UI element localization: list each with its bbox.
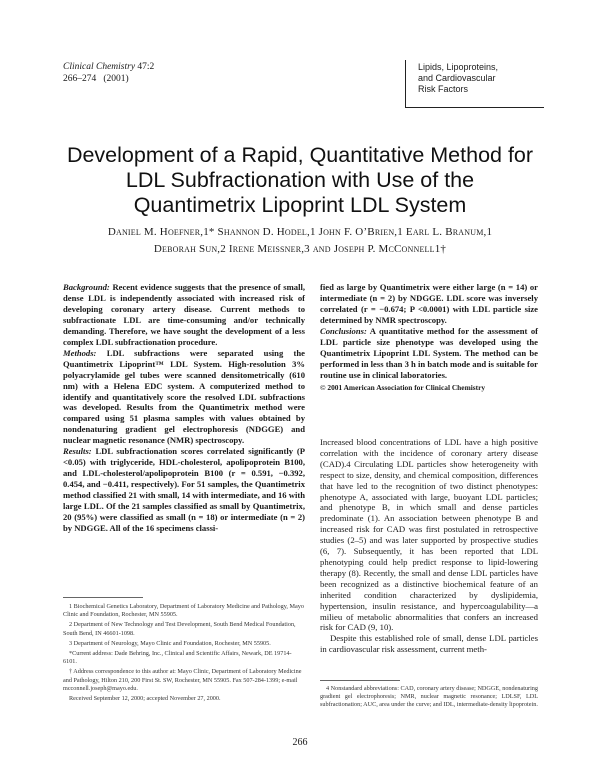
abstract-background-heading: Background:: [63, 282, 110, 292]
title-line-2: LDL Subfractionation with Use of the: [125, 168, 475, 192]
footnote-2: 2 Department of New Technology and Test Development, South Bend Medical Foundation, South Bend, IN 46601-1098.: [63, 621, 296, 637]
section-line-3: Risk Factors: [418, 84, 469, 94]
article-title: [40, 143, 560, 218]
journal-pages-year: 266–274 (2001): [63, 74, 129, 84]
abstract-results-heading: Results:: [63, 446, 92, 457]
section-line-2: and Cardiovascular: [418, 73, 496, 83]
abstract-methods-heading: Methods:: [63, 347, 97, 358]
authors-line-1: Daniel M. Hoefner,1* Shannon D. Hodel,1 John F. O’Brien,1 Earl L. Branum,1: [107, 226, 493, 238]
abstract-methods-text: LDL subfractions were separated using the Quantimetrix Lipoprint™ LDL System. High-resolution 3% polyacrylamide gel tubes were scanned densitometrically (610 nm) with a Helena EDC system. A computerized method to identify and quantitatively score the resolved LDL subfractions was developed. Results from the Quantimetrix method were compared using 51 plasma samples with values obtained by nondenaturing gradient gel electrophoresis (NDGGE) and nuclear magnetic resonance (NMR) spectroscopy.: [63, 347, 305, 446]
footnote-abbreviations: [320, 685, 538, 710]
body-text: [320, 437, 538, 655]
footnote-1: 1 Biochemical Genetics Laboratory, Department of Laboratory Medicine and Pathology, Mayo Clinic and Foundation, Rochester, MN 55905.: [63, 603, 304, 619]
footnote-received: Received September 12, 2000; accepted November 27, 2000.: [69, 695, 221, 703]
section-label-box: [405, 60, 544, 108]
journal-name: Clinical Chemistry: [63, 62, 136, 72]
abstract-column-left: [63, 282, 305, 534]
footnote-current-address: *Current address: Dade Behring, Inc., Clinical and Scientific Affairs, Newark, DE 19714-6101.: [63, 650, 292, 666]
footnote-rule-right: [320, 680, 400, 681]
body-paragraph-1: Increased blood concentrations of LDL have a high positive correlation with the incidence of coronary artery disease (CAD).4 Circulating LDL particles show heterogeneity with respect to size, density, and chemical composition, differences that have led to the recognition of two distinct phenotypes: phenotype A, associated with large, buoyant LDL particles; and phenotype B, in which small and dense particles predominate (1). An association between phenotype B and increased risk for CAD was first postulated in retrospective studies (2–5) and was later supported by prospective studies (6, 7). Subsequently, it has been reported that LDL phenotyping could help predict response to lipid-lowering therapy (8). Recently, the small and dense LDL particles have been recognized as a distinctive biochemical feature of an inherited condition characterized by dyslipidemia, hypertension, insulin resistance, and hypercoagulability—a milieu of metabolic abnormalities that confers an increased risk for CAD (9, 10).: [320, 437, 538, 633]
abstract-background-text: Recent evidence suggests that the presence of small, dense LDL is independently associated with increased risk of developing coronary artery disease. Current methods to subfractionate LDL are time-consuming and/or technically demanding. Therefore, we have sought the development of a less complex LDL subfractionation procedure.: [63, 282, 305, 347]
title-line-1: Development of a Rapid, Quantitative Method for: [66, 143, 534, 167]
copyright-line: © 2001 American Association for Clinical Chemistry: [320, 382, 486, 392]
abstract-column-right: [320, 282, 538, 394]
body-paragraph-2: Despite this established role of small, dense LDL particles in cardiovascular risk assessment, current meth-: [320, 633, 538, 655]
abstract-results-text: LDL subfractionation scores correlated significantly (P <0.05) with triglyceride, HDL-cholesterol, apolipoprotein B100, and LDL-cholesterol/apolipoprotein B100 (r = 0.591, −0.392, 0.454, and −0.411, respectively). For 51 samples, the Quantimetrix method classified 21 with small, 14 with intermediate, and 16 with large LDL. Of the 21 samples classified as small by Quantimetrix, 20 (95%) were classified as small (n = 18) or intermediate (n = 2) by NDGGE. All of the 16 specimens classi-: [63, 446, 305, 533]
footnote-3: 3 Department of Neurology, Mayo Clinic and Foundation, Rochester, MN 55905.: [69, 639, 271, 647]
section-line-1: Lipids, Lipoproteins,: [418, 62, 499, 72]
footnote-rule-left: [63, 597, 143, 598]
journal-volume: 47:2: [137, 62, 155, 72]
abstract-conclusions-text: A quantitative method for the assessment of LDL particle size phenotype was developed using the Quantimetrix Lipoprint LDL System. The method can be performed in less than 3 h in batch mode and is suitable for routine use in clinical laboratories.: [320, 325, 538, 380]
abstract-conclusions-heading: Conclusions:: [320, 325, 367, 336]
footnotes-left: [63, 603, 305, 705]
footnote-abbreviations-text: 4 Nonstandard abbreviations: CAD, coronary artery disease; NDGGE, nondenaturing gradient gel electrophoresis; NMR, nuclear magnetic resonance; LDLSF, LDL subfractionation; AUC, area under the curve; and IDL, intermediate-density lipoprotein.: [320, 685, 538, 709]
title-line-3: Quantimetrix Lipoprint LDL System: [133, 193, 467, 217]
page-number: 266: [292, 737, 308, 748]
footnote-correspondence: † Address correspondence to this author at: Mayo Clinic, Department of Laboratory Medicine and Pathology, Hilton 210, 200 First St. SW, Rochester, MN 55905. Fax 507-284-1399; e-mail mcconnell.joseph@mayo.edu.: [63, 668, 302, 692]
authors-line-2: Deborah Sun,2 Irene Meissner,3 and Joseph P. McConnell1†: [153, 243, 447, 255]
author-list: [60, 224, 540, 258]
journal-citation: [63, 61, 154, 85]
abstract-results-continued: fied as large by Quantimetrix were either large (n = 14) or intermediate (n = 2) by NDGGE. LDL score was inversely correlated (r = −0.674; P <0.0001) with LDL particle size determined by NMR spectroscopy.: [320, 282, 538, 325]
